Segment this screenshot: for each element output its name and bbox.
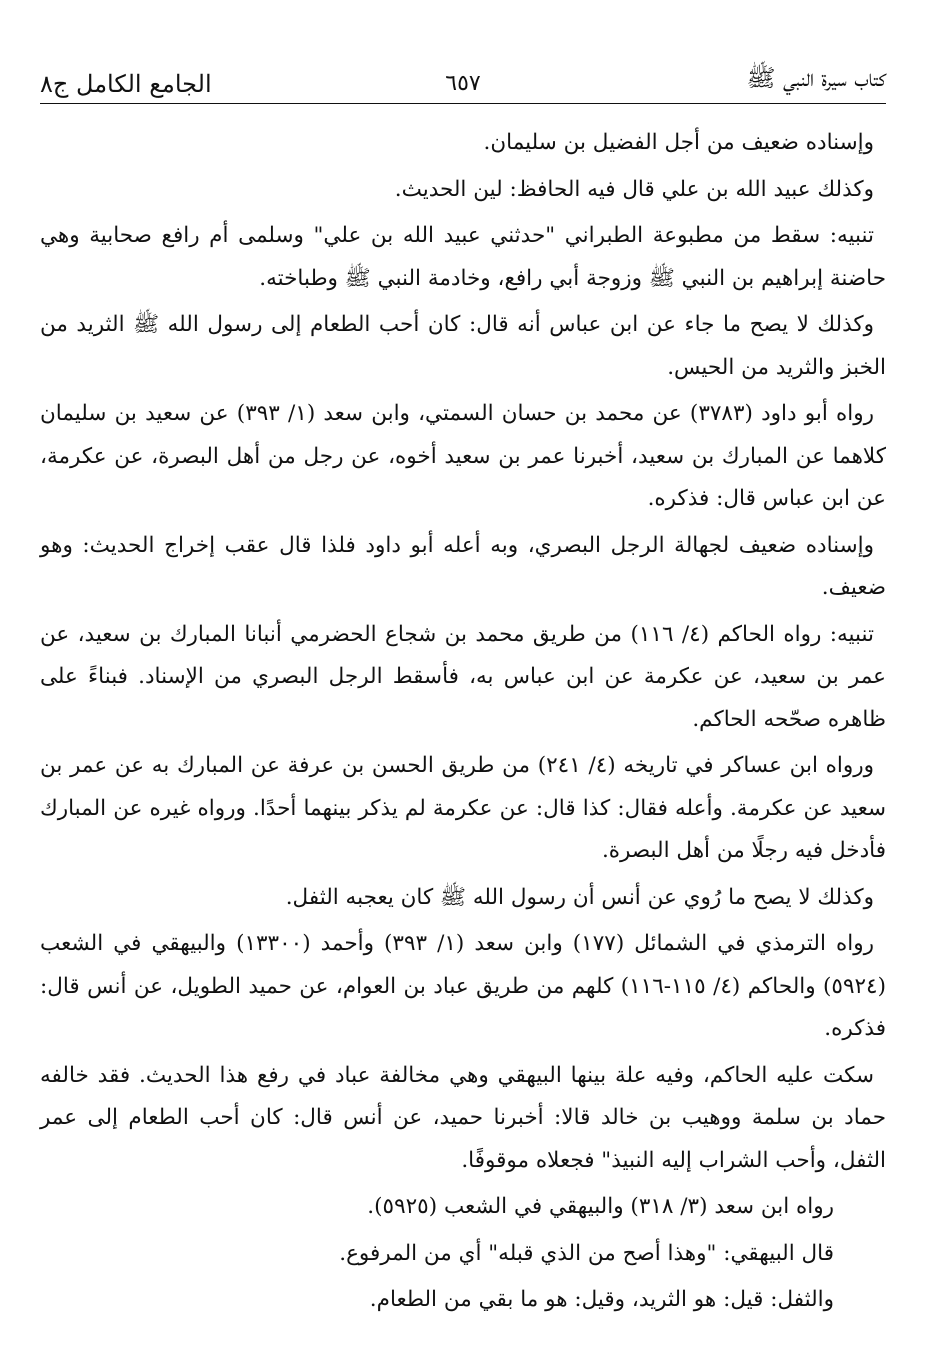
paragraph: تنبيه: رواه الحاكم (٤/ ١١٦) من طريق محمد بن شجاع الحضرمي أنبانا المبارك بن سعيد، عن عمر بن سعيد، عن عكرمة عن ابن عباس به، فأسقط الرجل البصري من الإسناد. فبناءً على ظاهره صحّحه الحاكم. xyxy=(40,621,886,732)
paragraph: ورواه ابن عساكر في تاريخه (٤/ ٢٤١) من طريق الحسن بن عرفة عن المبارك به عن عمر بن سعيد عن عكرمة. وأعله فقال: كذا قال: عن عكرمة لم يذكر بينهما أحدًا. ورواه غيره عن المبارك فأدخل فيه رجلًا من أهل البصرة. xyxy=(40,753,886,863)
page-number: ٦٥٧ xyxy=(445,71,481,96)
paragraph: قال البيهقي: "وهذا أصح من الذي قبله" أي من المرفوع. xyxy=(339,1240,834,1266)
paragraph: وإسناده ضعيف من أجل الفضيل بن سليمان. xyxy=(483,130,874,155)
paragraph: وكذلك لا يصح ما جاء عن ابن عباس أنه قال: كان أحب الطعام إلى رسول الله ﷺ الثريد من الخبز والثريد من الحيس. xyxy=(40,312,886,380)
paragraph: رواه أبو داود (٣٧٨٣) عن محمد بن حسان السمتي، وابن سعد (١/ ٣٩٣) عن سعيد بن سليمان كلاهما عن المبارك بن سعيد، أخبرنا عمر بن سعيد أخوه، عن رجل من أهل البصرة، عن عكرمة، عن ابن عباس قال: فذكره. xyxy=(40,401,886,511)
paragraph: وكذلك لا يصح ما رُوي عن أنس أن رسول الله ﷺ كان يعجبه الثفل. xyxy=(285,884,874,910)
paragraph: رواه الترمذي في الشمائل (١٧٧) وابن سعد (١/ ٣٩٣) وأحمد (١٣٣٠٠) والبيهقي في الشعب (٥٩٢٤) والحاكم (٤/ ١١٥-١١٦) كلهم من طريق عباد بن العوام، عن حميد الطويل، عن أنس قال: فذكره. xyxy=(40,931,886,1041)
paragraph: رواه ابن سعد (٣/ ٣١٨) والبيهقي في الشعب (٥٩٢٥). xyxy=(367,1194,834,1219)
header-rule xyxy=(40,103,886,104)
paragraph: وكذلك عبيد الله بن علي قال فيه الحافظ: لين الحديث. xyxy=(394,176,874,202)
page-body xyxy=(40,122,886,1326)
header-left-title: الجامع الكامل ج٨ xyxy=(40,70,212,98)
header-right-title: كتاب سيرة النبي ﷺ xyxy=(746,64,886,92)
paragraph: والثفل: قيل: هو الثريد، وقيل: هو ما بقي من الطعام. xyxy=(369,1287,834,1312)
paragraph: وإسناده ضعيف لجهالة الرجل البصري، وبه أعله أبو داود فلذا قال عقب إخراج الحديث: وهو ضعيف. xyxy=(40,532,886,600)
paragraph: سكت عليه الحاكم، وفيه علة بينها البيهقي وهي مخالفة عباد في رفع هذا الحديث. فقد خالفه حماد بن سلمة ووهيب بن خالد قالا: أخبرنا حميد، عن أنس قال: كان أحب الطعام إلى عمر الثفل، وأحب الشراب إليه النبيذ" فجعلاه موقوفًا. xyxy=(40,1062,886,1173)
paragraph: تنبيه: سقط من مطبوعة الطبراني "حدثني عبيد الله بن علي" وسلمى أم رافع صحابية وهي حاضنة إبراهيم بن النبي ﷺ وزوجة أبي رافع، وخادمة النبي ﷺ وطباخته. xyxy=(40,223,886,291)
page-header xyxy=(40,58,886,98)
